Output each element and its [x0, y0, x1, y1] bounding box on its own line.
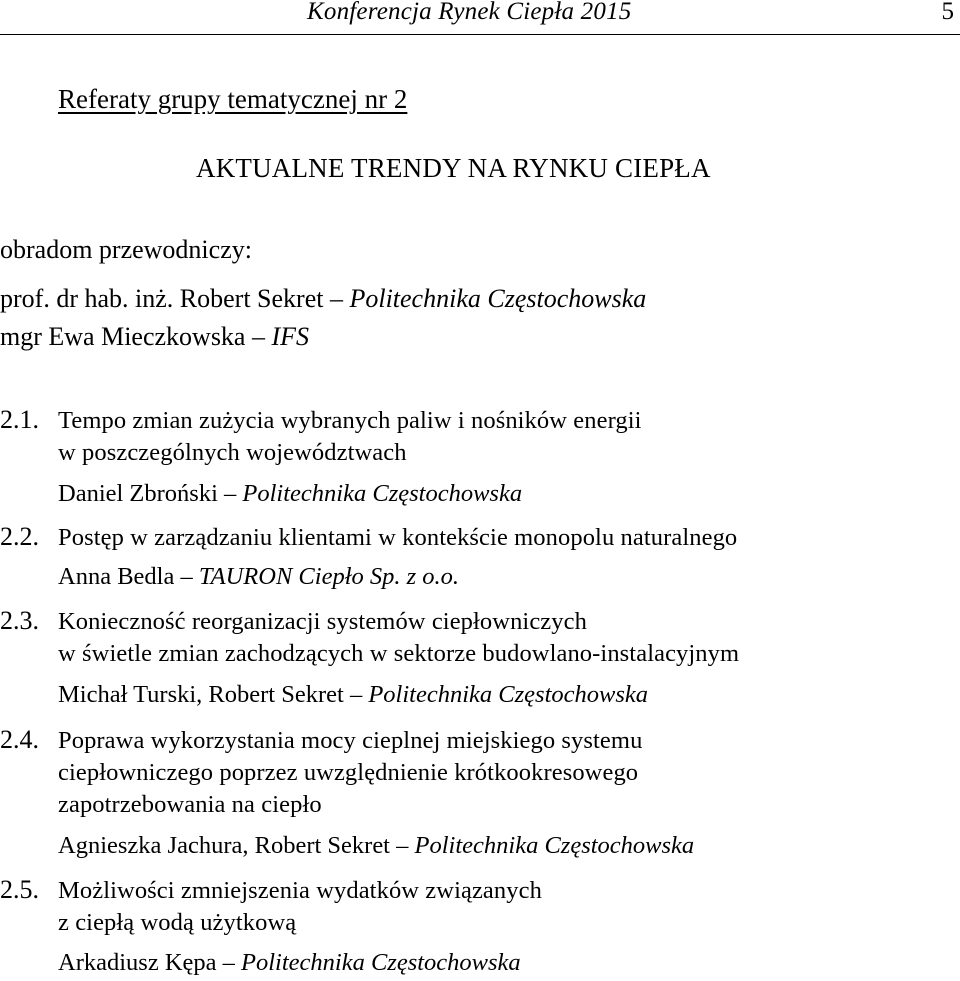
- author-separator: –: [217, 480, 243, 507]
- chair-affiliation: Politechnika Częstochowska: [349, 284, 647, 313]
- author-separator: –: [174, 563, 199, 590]
- talk-title-line: Postęp w zarządzaniu klientami w kontekście monopolu naturalnego: [58, 524, 738, 551]
- session-title: AKTUALNE TRENDY NA RYNKU CIEPŁA: [196, 153, 711, 183]
- talk-title-line: Tempo zmian zużycia wybranych paliw i nośników energii: [58, 407, 642, 434]
- talk-number: 2.2.: [0, 522, 39, 551]
- talk-authors: [58, 563, 459, 591]
- author-affiliation: Politechnika Częstochowska: [414, 832, 695, 859]
- author-names: Michał Turski, Robert Sekret: [58, 681, 344, 708]
- author-names: Daniel Zbroński: [58, 480, 218, 507]
- author-names: Agnieszka Jachura, Robert Sekret: [58, 832, 390, 859]
- talk-title-line: Poprawa wykorzystania mocy cieplnej miejskiego systemu: [58, 727, 643, 754]
- talk-title: [58, 522, 737, 554]
- chair-name: prof. dr hab. inż. Robert Sekret: [0, 284, 324, 313]
- talk-title-line: w poszczególnych województwach: [58, 439, 407, 466]
- section-title: Referaty grupy tematycznej nr 2: [58, 84, 408, 114]
- author-separator: –: [216, 949, 242, 976]
- talk-authors: [58, 480, 522, 508]
- chair-separator: –: [245, 322, 272, 351]
- talk-number: 2.5.: [0, 875, 39, 904]
- talk-title: [58, 606, 739, 670]
- talk-title: [58, 875, 542, 939]
- author-affiliation: Politechnika Częstochowska: [241, 949, 521, 976]
- author-affiliation: Politechnika Częstochowska: [242, 480, 523, 507]
- talk-title-line: Konieczność reorganizacji systemów ciepłowniczych: [58, 608, 587, 635]
- author-affiliation: TAURON Ciepło Sp. z o.o.: [198, 563, 460, 590]
- talk-title-line: zapotrzebowania na ciepło: [58, 791, 322, 818]
- talk-title-line: ciepłowniczego poprzez uwzględnienie krótkookresowego: [58, 759, 639, 786]
- talk-authors: [58, 832, 694, 860]
- talk-number: 2.1.: [0, 405, 39, 434]
- chair-affiliation: IFS: [271, 322, 310, 351]
- chair-name: mgr Ewa Mieczkowska: [0, 322, 246, 351]
- chairs-label: obradom przewodniczy:: [0, 235, 252, 264]
- talk-authors: [58, 949, 521, 977]
- chair-2: [0, 322, 309, 352]
- talk-number: 2.4.: [0, 725, 39, 754]
- author-affiliation: Politechnika Częstochowska: [368, 681, 649, 708]
- talk-title: [58, 405, 642, 469]
- author-names: Arkadiusz Kępa: [58, 949, 217, 976]
- talk-authors: [58, 681, 648, 709]
- page-number: 5: [941, 0, 954, 25]
- author-separator: –: [390, 832, 415, 859]
- page-header: [0, 0, 960, 35]
- talk-title-line: Możliwości zmniejszenia wydatków związanych: [58, 877, 542, 904]
- talk-title: [58, 725, 642, 821]
- author-names: Anna Bedla: [58, 563, 175, 590]
- talk-title-line: z ciepłą wodą użytkową: [58, 909, 297, 936]
- chair-separator: –: [323, 284, 350, 313]
- talk-number: 2.3.: [0, 606, 39, 635]
- header-title: Konferencja Rynek Ciepła 2015: [307, 0, 632, 25]
- author-separator: –: [343, 681, 369, 708]
- chair-1: [0, 284, 646, 314]
- talk-title-line: w świetle zmian zachodzących w sektorze budowlano-instalacyjnym: [58, 640, 740, 667]
